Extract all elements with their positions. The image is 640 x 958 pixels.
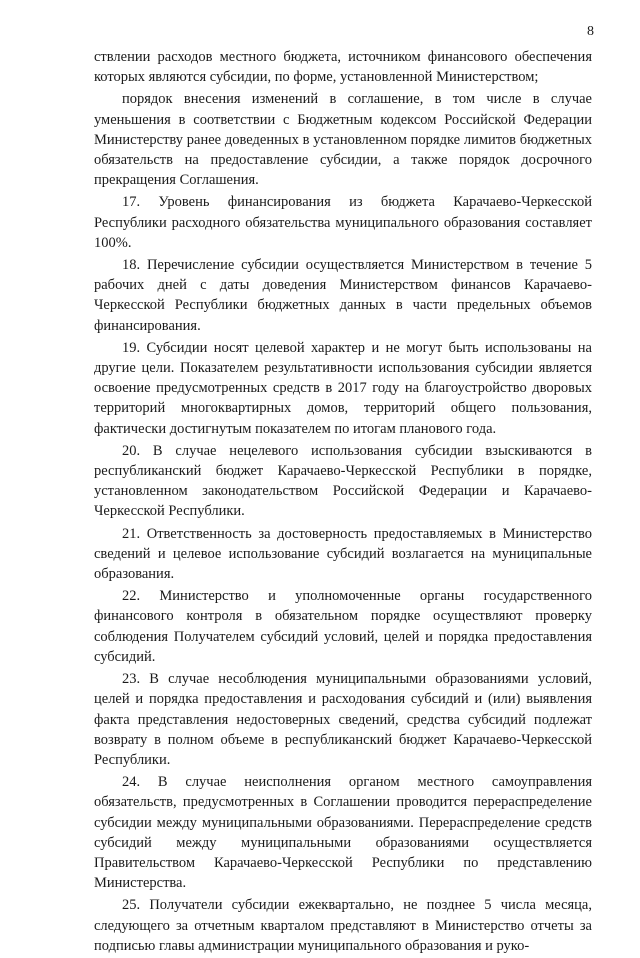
paragraph-17: 17. Уровень финансирования из бюджета Карачаево-Черкесской Республики расходного обязательства муниципального образования составляет 100%. bbox=[94, 194, 592, 251]
paragraph-22: 22. Министерство и уполномоченные органы государственного финансового контроля в обязательном порядке осуществляют проверку соблюдения Получателем субсидий условий, целей и порядка предоставления субсидий. bbox=[94, 588, 592, 665]
paragraph-20: 20. В случае нецелевого использования субсидии взыскиваются в республиканский бюджет Карачаево-Черкесской Республики в порядке, установленном законодательством Российской Федерации и Карачаево-Черкесской Республики. bbox=[94, 442, 592, 520]
paragraph-23: 23. В случае несоблюдения муниципальными образованиями условий, целей и порядка предоставления и расходования субсидий и (или) выявления факта представления недостоверных сведений, средства субсидий подлежат возврату в полном объеме в республиканский бюджет Карачаево-Черкесской Республики. bbox=[94, 671, 592, 768]
document-body bbox=[94, 47, 592, 958]
page-number: 8 bbox=[587, 24, 594, 39]
paragraph-24: 24. В случае неисполнения органом местного самоуправления обязательств, предусмотренных в Соглашении проводится перераспределение субсидии между муниципальными образованиями. Перераспределение средств субсидий между муниципальными образованиями осуществляется Правительством Карачаево-Черкесской Республики по представлению Министерства. bbox=[94, 774, 592, 892]
paragraph-25: 25. Получатели субсидии ежеквартально, не позднее 5 числа месяца, следующего за отчетным кварталом представляют в Министерство отчеты за подписью главы администрации муниципального образования и руко- bbox=[94, 897, 592, 954]
paragraph-amendment-procedure: порядок внесения изменений в соглашение, в том числе в случае уменьшения в соответствии с Бюджетным кодексом Российской Федерации Министерству ранее доведенных в установленном порядке лимитов бюджетных обязательств на предоставление субсидии, а также порядок досрочного прекращения Соглашения. bbox=[94, 91, 592, 189]
paragraph-18: 18. Перечисление субсидии осуществляется Министерством в течение 5 рабочих дней с даты доведения Министерством финансов Карачаево-Черкесской Республики бюджетных данных в части предельных объемов финансирования. bbox=[94, 257, 592, 334]
paragraph-21: 21. Ответственность за достоверность предоставляемых в Министерство сведений и целевое использование субсидий возлагается на муниципальные образования. bbox=[94, 525, 592, 583]
paragraph-continuation: ствлении расходов местного бюджета, источником финансового обеспечения которых являются субсидии, по форме, установленной Министерством; bbox=[94, 49, 592, 86]
paragraph-19: 19. Субсидии носят целевой характер и не могут быть использованы на другие цели. Показателем результативности использования субсидии является освоение предусмотренных средств в 2017 году на благоустройство дворовых территорий многоквартирных домов, территорий общего пользования, фактически достигнутым показателем по итогам планового года. bbox=[94, 339, 592, 437]
